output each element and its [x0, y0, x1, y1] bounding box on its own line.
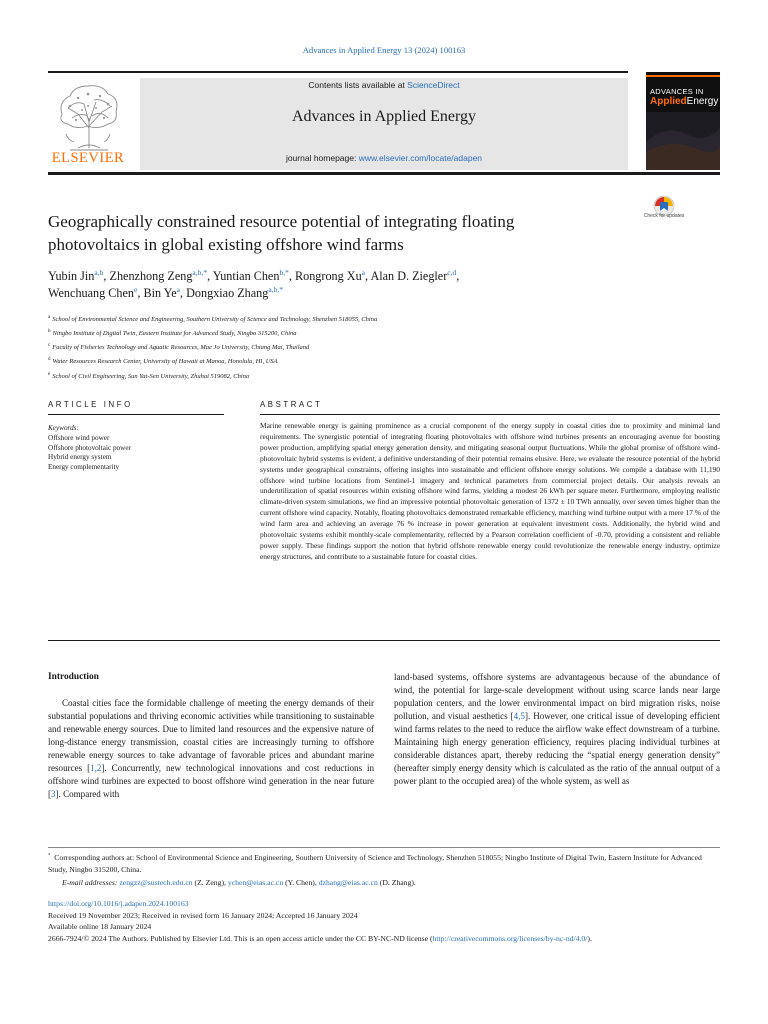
keywords-section — [48, 424, 228, 473]
doi-link[interactable]: https://doi.org/10.1016/j.adapen.2024.100163 — [48, 899, 189, 908]
author-name[interactable]: Yuntian Chen — [212, 269, 280, 283]
body-text: ]. Compared with — [55, 789, 120, 800]
affiliation-text: Ningbo Institute of Digital Twin, Eastern Institute for Advanced Study, Ningbo 315200, China — [52, 330, 297, 338]
affiliation-marker: a — [48, 315, 51, 320]
cover-title-energy: Energy — [686, 96, 719, 107]
affiliation-marker: b — [48, 329, 51, 335]
affiliation-item — [48, 354, 648, 368]
contents-availability — [140, 80, 628, 90]
email-owner: (D. Zhang). — [377, 878, 416, 887]
author-separator: , — [288, 269, 295, 283]
check-for-updates-label[interactable]: Check for updates — [643, 213, 685, 219]
author-name[interactable]: Wenchuang Chen — [48, 286, 134, 300]
license-statement — [48, 933, 720, 945]
author-list — [48, 268, 648, 302]
cover-title-line2 — [650, 96, 718, 107]
article-info-rule — [48, 414, 224, 415]
available-online-date: Available online 18 January 2024 — [48, 922, 152, 932]
article-title: Geographically constrained resource potential of integrating floating photovoltaics in global existing offshore wind farms — [48, 212, 515, 254]
author-separator: , — [365, 269, 371, 283]
author-name[interactable]: Bin Ye — [143, 286, 177, 300]
author-separator: , — [103, 269, 110, 283]
email-link[interactable]: ychen@eias.ac.cn — [227, 878, 284, 887]
publication-details — [48, 898, 720, 944]
email-addresses — [62, 878, 722, 887]
footnote-marker: * — [48, 853, 51, 859]
author-separator: , — [180, 286, 187, 300]
citation-link[interactable]: 3 — [51, 789, 56, 800]
author-affiliation-marker[interactable]: a — [176, 284, 181, 294]
introduction-column-left — [48, 697, 374, 801]
received-dates: Received 19 November 2023; Received in revised form 16 January 2024; Accepted 16 January 2024 — [48, 910, 358, 920]
author-separator: , — [137, 286, 144, 300]
homepage-prefix: journal homepage: — [285, 153, 359, 163]
license-suffix: ). — [587, 933, 592, 943]
keyword-item: Offshore photovoltaic power — [48, 443, 131, 452]
body-text: land-based systems, offshore systems are advantageous because of the abundance of wind, the potential for large-scale development without using scarce lands near large population centers, and the lower environmental impact on bird migration risks, noise pollution, and visual aesthetics [ — [394, 672, 720, 722]
author-name[interactable]: Yubin Jin — [48, 269, 95, 283]
keyword-item: Hybrid energy system — [48, 453, 112, 462]
header-rule-bottom — [48, 172, 720, 175]
email-label: E-mail addresses: — [62, 878, 118, 887]
affiliation-text: School of Civil Engineering, Sun Yat-Sen University, Zhuhai 519082, China — [52, 372, 250, 380]
publisher-wordmark: ELSEVIER — [51, 150, 125, 166]
author-affiliation-marker[interactable]: a,b — [94, 267, 104, 277]
email-link[interactable]: zengzz@sustech.edu.cn — [119, 878, 193, 887]
author-separator: , — [456, 269, 460, 283]
author-affiliation-marker[interactable]: a,b,* — [268, 284, 284, 294]
body-text: ]. However, one critical issue of developing efficient wind farms relates to the need to reduce the airflow wake effect downstream of a turbine. Maintaining high energy generation efficiency, requires placing individual turbines at considerable distances apart, thereby reducing the “spatial energy generation density” (hereafter simply energy density which is calculated as the ratio of the annual output of a power plant to the occupied area) of the whole system, as well as — [394, 711, 720, 787]
affiliation-text: School of Environmental Science and Engineering, Southern University of Science and Technology, Shenzhen 518055, China — [52, 316, 378, 324]
abstract-rule — [260, 414, 720, 415]
author-name[interactable]: Alan D. Ziegler — [370, 269, 448, 283]
footnote-rule — [48, 847, 720, 848]
journal-reference-link[interactable]: Advances in Applied Energy 13 (2024) 100163 — [302, 45, 466, 55]
affiliation-item — [48, 369, 648, 383]
keyword-item: Offshore wind power — [48, 433, 110, 442]
abstract-heading: ABSTRACT — [260, 400, 323, 409]
corresponding-author-note — [48, 852, 720, 875]
author-name[interactable]: Dongxiao Zhang — [186, 286, 269, 300]
license-text: 2666-7924/© 2024 The Authors. Published by Elsevier Ltd. This is an open access article under the CC BY-NC-ND license ( — [48, 933, 433, 943]
affiliation-item — [48, 340, 648, 354]
affiliation-item — [48, 326, 648, 340]
author-name[interactable]: Zhenzhong Zeng — [109, 269, 193, 283]
keywords-label: Keywords: — [48, 424, 79, 432]
contents-prefix: Contents lists available at — [308, 80, 408, 90]
email-owner: (Y. Chen), — [283, 878, 319, 887]
email-link[interactable]: dzhang@eias.ac.cn — [318, 878, 378, 887]
sciencedirect-link[interactable]: ScienceDirect — [407, 80, 460, 90]
body-text: Coastal cities face the formidable challenge of meeting the energy demands of their substantial populations and thriving economic activities while transitioning to sustainable and renewable energy sources. Due to limited land resources and the expensive nature of long-distance energy transmission, coastal cities are increasingly turning to offshore renewable energy sources to take advantage of favorable prices and abundant marine resources [ — [48, 698, 374, 774]
author-affiliation-marker[interactable]: a,b,* — [192, 267, 208, 277]
affiliation-text: Faculty of Fisheries Technology and Aquatic Resources, Mae Jo University, Chiang Mai, Thailand — [52, 344, 310, 352]
abstract-text: Marine renewable energy is gaining prominence as a crucial component of the energy supply in coastal cities due to proximity and minimal land requirements. The synergistic potential of integrating floating photovoltaics with offshore wind turbines presents an encouraging avenue for boosting power production, amplifying spatial energy generation density, and mitigating seasonal output fluctuations. While the global promise of offshore wind-photovoltaic hybrid systems is evident, a definitive understanding of their potential remains elusive. Here, we evaluate the resource potential of the hybrid systems under geographical constraints, offering insights into sustainable and efficient offshore energy solutions. We compile a database with 11,190 offshore wind turbine locations from Sentinel-1 imagery and technical parameters from commercial project details. Our analysis reveals an underutilization of spatial resources within existing offshore wind farms, yielding a modest 26 kWh per square meter. Furthermore, employing realistic climate-driven system simulations, we find an impressive potential photovoltaic generation of 1372 ± 10 TWh annually, over seven times higher than the current offshore wind capacity. Notably, floating photovoltaics demonstrated remarkable efficiency, matching wind turbine output with a mere 17 % of the wind farm area and achieving an average 76 % increase in power generation at equivalent investment costs. Additionally, the hybrid wind and photovoltaic systems exhibit monthly-scale complementarity, reflected by a Pearson correlation coefficient of -0.70, providing a consistent and reliable power supply. These findings support the notion that hybrid offshore renewable energy could revolutionize the renewable energy industry, optimize energy structures, and contribute to a sustainable future for coastal cities. — [260, 421, 720, 561]
journal-title: Advances in Applied Energy — [291, 108, 477, 125]
article-info-heading: ARTICLE INFO — [48, 400, 133, 409]
affiliation-marker: d — [48, 357, 51, 363]
affiliation-marker: c — [48, 343, 51, 349]
author-affiliation-marker[interactable]: e — [134, 284, 138, 294]
check-for-updates-icon[interactable] — [648, 194, 680, 228]
license-link[interactable]: http://creativecommons.org/licenses/by-nc-nd/4.0/ — [432, 933, 588, 943]
abstract-rule-bottom — [48, 640, 720, 641]
journal-homepage-link[interactable]: www.elsevier.com/locate/adapen — [358, 153, 483, 163]
cover-title-applied: Applied — [650, 96, 687, 107]
journal-cover-thumbnail[interactable] — [646, 72, 720, 170]
affiliation-text: Water Resources Research Center, University of Hawaii at Manoa, Honolulu, HI, USA — [52, 358, 278, 366]
body-text: ]. Concurrently, new technological innovations and cost reductions in offshore wind turbines are expected to boost offshore wind generation in the near future [ — [48, 763, 374, 800]
affiliation-marker: e — [48, 371, 51, 377]
author-affiliation-marker[interactable]: c,d — [447, 267, 457, 277]
corresponding-text: Corresponding authors at: School of Environmental Science and Engineering, Southern University of Science and Technology, Shenzhen 518055; Ningbo Institute of Digital Twin, Eastern Institute for Advanced Study, Ningbo 315200, China. — [48, 853, 702, 874]
cover-title-line1: ADVANCES IN — [650, 87, 704, 96]
citation-link[interactable]: 4,5 — [513, 711, 525, 722]
introduction-column-right — [394, 671, 720, 788]
journal-homepage — [140, 153, 628, 163]
citation-link[interactable]: 1,2 — [90, 763, 102, 774]
author-separator: , — [207, 269, 213, 283]
author-name[interactable]: Rongrong Xu — [294, 269, 362, 283]
affiliation-list — [48, 312, 648, 383]
affiliation-item — [48, 312, 648, 326]
author-affiliation-marker[interactable]: a — [361, 267, 366, 277]
introduction-heading: Introduction — [48, 672, 99, 682]
header-rule-top — [48, 71, 628, 73]
keyword-item: Energy complementarity — [48, 463, 120, 472]
email-owner: (Z. Zeng), — [192, 878, 228, 887]
author-affiliation-marker[interactable]: b,* — [279, 267, 289, 277]
